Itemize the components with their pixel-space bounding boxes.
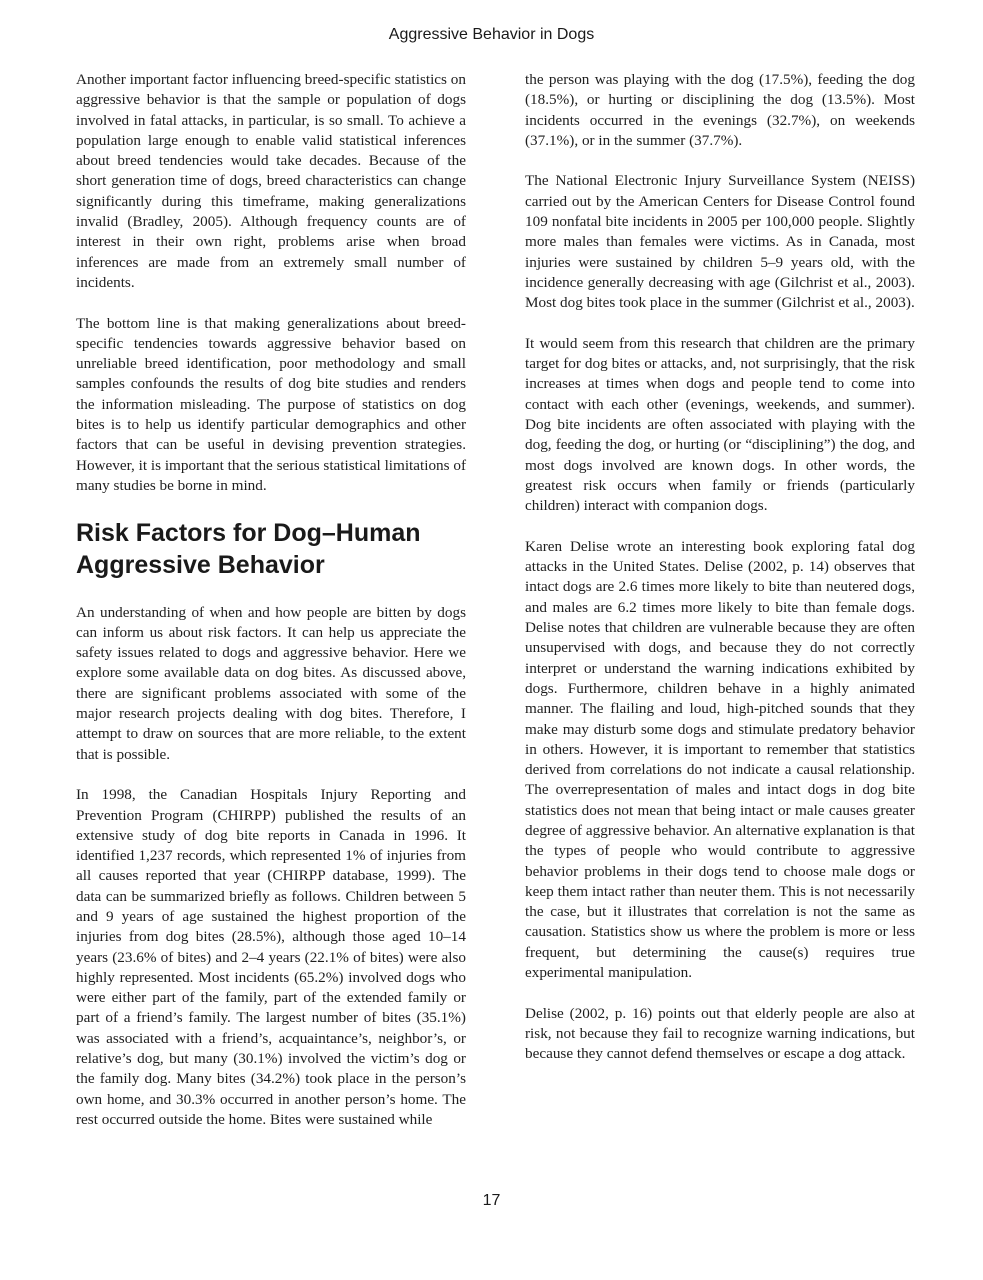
section-heading: Risk Factors for Dog–Human Aggressive Behavior [76,518,421,579]
paragraph: Delise (2002, p. 16) points out that elderly people are also at risk, not because they fail to recognize warning indications, but because they cannot defend themselves or escape a dog attack. [525,1004,915,1063]
running-header: Aggressive Behavior in Dogs [388,26,595,43]
paragraph: Karen Delise wrote an interesting book exploring fatal dog attacks in the United States. Delise (2002, p. 14) observes that intact dogs are 2.6 times more likely to bite than neutered dogs, and males are 6.2 times more likely to bite than female dogs. Delise notes that children are vulnerable because they are often unsupervised with dogs, and because they do not correctly interpret or understand the warning indications exhibited by dogs. Furthermore, children behave in a highly animated manner. The flailing and loud, high-pitched sounds that they make may disturb some dogs and stimulate predatory behavior in others. However, it is important to remember that statistics derived from correlations do not indicate a causal relationship. The overrepresentation of males and intact dogs in dog bite statistics does not mean that being intact or male causes greater degree of aggressive behavior. An alternative explanation is that the types of people who would contribute to aggressive behavior problems in their dogs tend to choose male dogs or keep them intact rather than neuter them. This is not necessarily the case, but it illustrates that correlation is not the same as causation. Statistics show us where the problem is more or less frequent, but determining the cause(s) requires true experimental manipulation. [525,537,915,982]
paragraph: The bottom line is that making generalizations about breed-specific tendencies towards aggressive behavior based on unreliable breed identification, poor methodology and small samples confounds the results of dog bite studies and renders the information misleading. The purpose of statistics on dog bites is to help us identify particular demographics and other factors that can be useful in devising prevention strategies. However, it is important that the serious statistical limitations of many studies be borne in mind. [76,314,466,494]
paragraph: The National Electronic Injury Surveillance System (NEISS) carried out by the American Centers for Disease Control found 109 nonfatal bite incidents in 2005 per 100,000 people. Slightly more males than females were victims. As in Canada, most injuries were sustained by children 5–9 years old, with the incidence generally decreasing with age (Gilchrist et al., 2003). Most dog bites took place in the summer (Gilchrist et al., 2003). [525,172,915,312]
paragraph: Another important factor influencing breed-specific statistics on aggressive behavior is that the sample or population of dogs involved in fatal attacks, in particular, is so small. To achieve a population large enough to enable valid statistical inferences about breed tendencies would take decades. Because of the short generation time of dogs, breed characteristics can change significantly during this timeframe, making generalizations invalid (Bradley, 2005). Although frequency counts are of interest in their own right, problems arise when broad inferences are made from an extremely small number of incidents. [76,71,466,291]
paragraph: In 1998, the Canadian Hospitals Injury Reporting and Prevention Program (CHIRPP) published the results of an extensive study of dog bite reports in Canada in 1996. It identified 1,237 records, which represented 1% of injuries from all causes reported that year (CHIRPP database, 1999). The data can be summarized briefly as follows. Children between 5 and 9 years of age sustained the highest proportion of the injuries from dog bites (28.5%), although those aged 10–14 years (23.6% of bites) and 2–4 years (22.1% of bites) were also highly represented. Most incidents (65.2%) involved dogs who were either part of the family, part of the extended family or part of a friend’s family. The largest number of bites (35.1%) was associated with a friend’s, acquaintance’s, neighbor’s, or relative’s dog, but many (30.1%) involved the victim’s dog or the family dog. Many bites (34.2%) took place in the person’s own home, and 30.3% occurred in another person’s home. The rest occurred outside the home. Bites were sustained while [76,786,466,1128]
paragraph: It would seem from this research that children are the primary target for dog bites or attacks, and, not surprisingly, that the risk increases at times when dogs and people tend to come into contact with each other (evenings, weekends, and summer). Dog bite incidents are often associated with playing with the dog, feeding the dog, or hurting (or “disciplining”) the dog, and most dogs involved are known dogs. In other words, the greatest risk occurs when family or friends (particularly children) interact with companion dogs. [525,334,915,515]
left-column [76,70,466,1151]
page-number: 17 [482,1192,501,1209]
paragraph: the person was playing with the dog (17.5%), feeding the dog (18.5%), or hurting or disciplining the dog (13.5%). Most incidents occurred in the evenings (32.7%), on weekends (37.1%), or in the summer (37.7%). [525,71,915,149]
right-column [525,70,915,1085]
paragraph: An understanding of when and how people are bitten by dogs can inform us about risk factors. It can help us appreciate the safety issues related to dogs and aggressive behavior. Here we explore some available data on dog bites. As discussed above, there are significant problems associated with some of the major research projects dealing with dog bites. Therefore, I attempt to draw on sources that are more reliable, to the extent that is possible. [76,603,466,763]
